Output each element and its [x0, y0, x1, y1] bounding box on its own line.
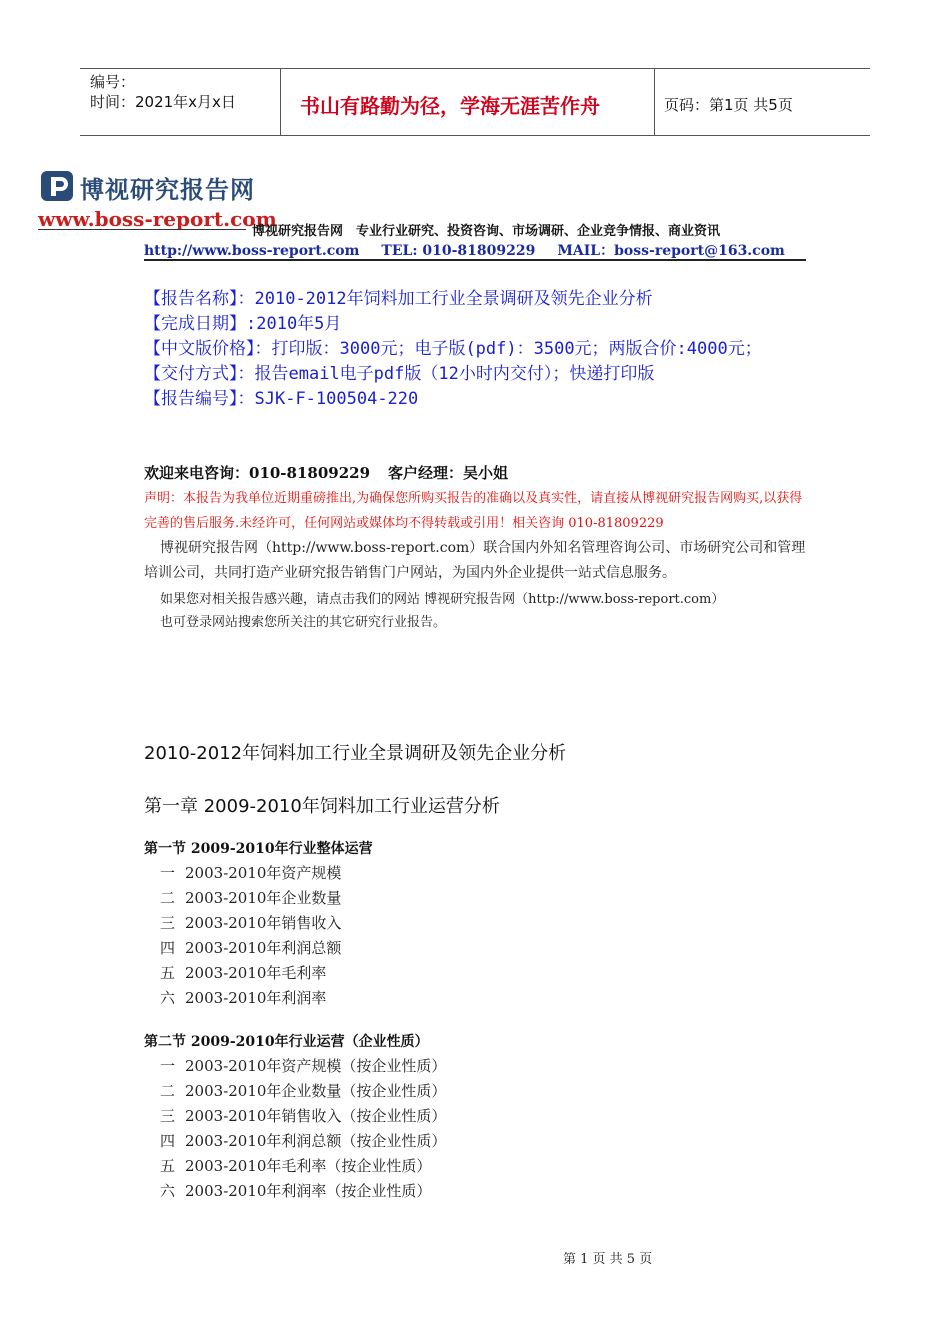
toc-num: 五 — [160, 964, 176, 982]
header-page-info: 页码：第1页 共5页 — [664, 96, 793, 114]
toc-item — [160, 912, 341, 933]
toc-item — [160, 987, 326, 1008]
toc-item — [160, 1055, 446, 1076]
doc-title: 2010-2012年饲料加工行业全景调研及领先企业分析 — [144, 743, 567, 764]
report-info — [144, 287, 804, 412]
serial-label: 编号： — [90, 73, 136, 91]
toc-item — [160, 1155, 431, 1176]
toc-item — [160, 1080, 446, 1101]
toc-text: 2003-2010年资产规模 — [185, 864, 342, 882]
logo-name: 博视研究报告网 — [80, 176, 255, 204]
toc-item — [160, 1130, 446, 1151]
toc-num: 六 — [160, 989, 176, 1007]
toc-item — [160, 937, 341, 958]
toc-num: 三 — [160, 914, 176, 932]
toc-num: 二 — [160, 889, 176, 907]
website-link[interactable]: http://www.boss-report.com — [144, 243, 360, 259]
header-divider — [654, 68, 655, 135]
toc-text: 2003-2010年利润率（按企业性质） — [185, 1182, 432, 1200]
report-code: 【报告编号】：SJK-F-100504-220 — [144, 389, 419, 409]
header-meta — [90, 72, 236, 112]
toc-text: 2003-2010年销售收入（按企业性质） — [185, 1107, 447, 1125]
consult-manager: 客户经理：吴小姐 — [388, 464, 509, 482]
toc-num: 一 — [160, 864, 176, 882]
toc-text: 2003-2010年利润总额（按企业性质） — [185, 1132, 447, 1150]
tagline: 博视研究报告网 专业行业研究、投资咨询、市场调研、企业竞争情报、商业资讯 — [252, 224, 721, 239]
time-label: 时间：2021年x月x日 — [90, 93, 236, 111]
intro-paragraph-2 — [160, 588, 810, 634]
report-date: 【完成日期】:2010年5月 — [144, 314, 342, 334]
header-bottom-rule — [80, 135, 870, 136]
header-top-rule — [80, 68, 870, 69]
contact-rule — [144, 259, 806, 261]
report-delivery: 【交付方式】：报告email电子pdf版（12小时内交付）；快递打印版 — [144, 364, 655, 384]
logo-underline — [38, 229, 246, 230]
toc-text: 2003-2010年企业数量 — [185, 889, 342, 907]
toc-text: 2003-2010年利润率 — [185, 989, 327, 1007]
report-name: 【报告名称】：2010-2012年饲料加工行业全景调研及领先企业分析 — [144, 289, 653, 309]
toc-text: 2003-2010年资产规模（按企业性质） — [185, 1057, 447, 1075]
tel: TEL: 010-81809229 — [381, 243, 536, 259]
report-price: 【中文版价格】：打印版：3000元；电子版(pdf)：3500元；两版合价:4000元； — [144, 339, 762, 359]
toc-item — [160, 887, 341, 908]
toc-num: 三 — [160, 1107, 176, 1125]
toc-item — [160, 862, 341, 883]
intro2-line2: 也可登录网站搜索您所关注的其它研究行业报告。 — [160, 615, 447, 630]
toc-text: 2003-2010年利润总额 — [185, 939, 342, 957]
toc-num: 六 — [160, 1182, 176, 1200]
toc-text: 2003-2010年毛利率 — [185, 964, 327, 982]
logo-icon — [40, 170, 74, 202]
header-divider — [280, 68, 281, 135]
header-motto: 书山有路勤为径，学海无涯苦作舟 — [300, 94, 600, 118]
toc-num: 四 — [160, 1132, 176, 1150]
consult-line — [144, 462, 526, 483]
section-title: 第一节 2009-2010年行业整体运营 — [144, 841, 373, 857]
logo-url[interactable]: www.boss-report.com — [38, 207, 277, 231]
toc-num: 一 — [160, 1057, 176, 1075]
toc-text: 2003-2010年销售收入 — [185, 914, 342, 932]
section-title: 第二节 2009-2010年行业运营（企业性质） — [144, 1034, 429, 1050]
toc-item — [160, 962, 326, 983]
toc-text: 2003-2010年毛利率（按企业性质） — [185, 1157, 432, 1175]
intro2-line1: 如果您对相关报告感兴趣，请点击我们的网站 博视研究报告网（http://www.boss-report.com） — [160, 592, 725, 607]
mail[interactable]: MAIL：boss-report@163.com — [557, 243, 785, 259]
toc-num: 二 — [160, 1082, 176, 1100]
toc-item — [160, 1105, 446, 1126]
notice: 声明：本报告为我单位近期重磅推出,为确保您所购买报告的准确以及真实性，请直接从博视研究报告网购买,以获得完善的售后服务.未经许可，任何网站或媒体均不得转载或引用！相关咨询 010-81809229 — [144, 491, 803, 531]
consult-phone: 欢迎来电咨询：010-81809229 — [144, 464, 371, 482]
page-footer: 第 1 页 共 5 页 — [563, 1252, 653, 1267]
toc-num: 五 — [160, 1157, 176, 1175]
intro-paragraph: 博视研究报告网（http://www.boss-report.com）联合国内外知名管理咨询公司、市场研究公司和管理培训公司，共同打造产业研究报告销售门户网站，为国内外企业提供一站式信息服务。 — [144, 540, 806, 581]
toc-num: 四 — [160, 939, 176, 957]
chapter-title: 第一章 2009-2010年饲料加工行业运营分析 — [144, 796, 500, 817]
toc-item — [160, 1180, 431, 1201]
contact-line — [144, 240, 807, 260]
toc-text: 2003-2010年企业数量（按企业性质） — [185, 1082, 447, 1100]
